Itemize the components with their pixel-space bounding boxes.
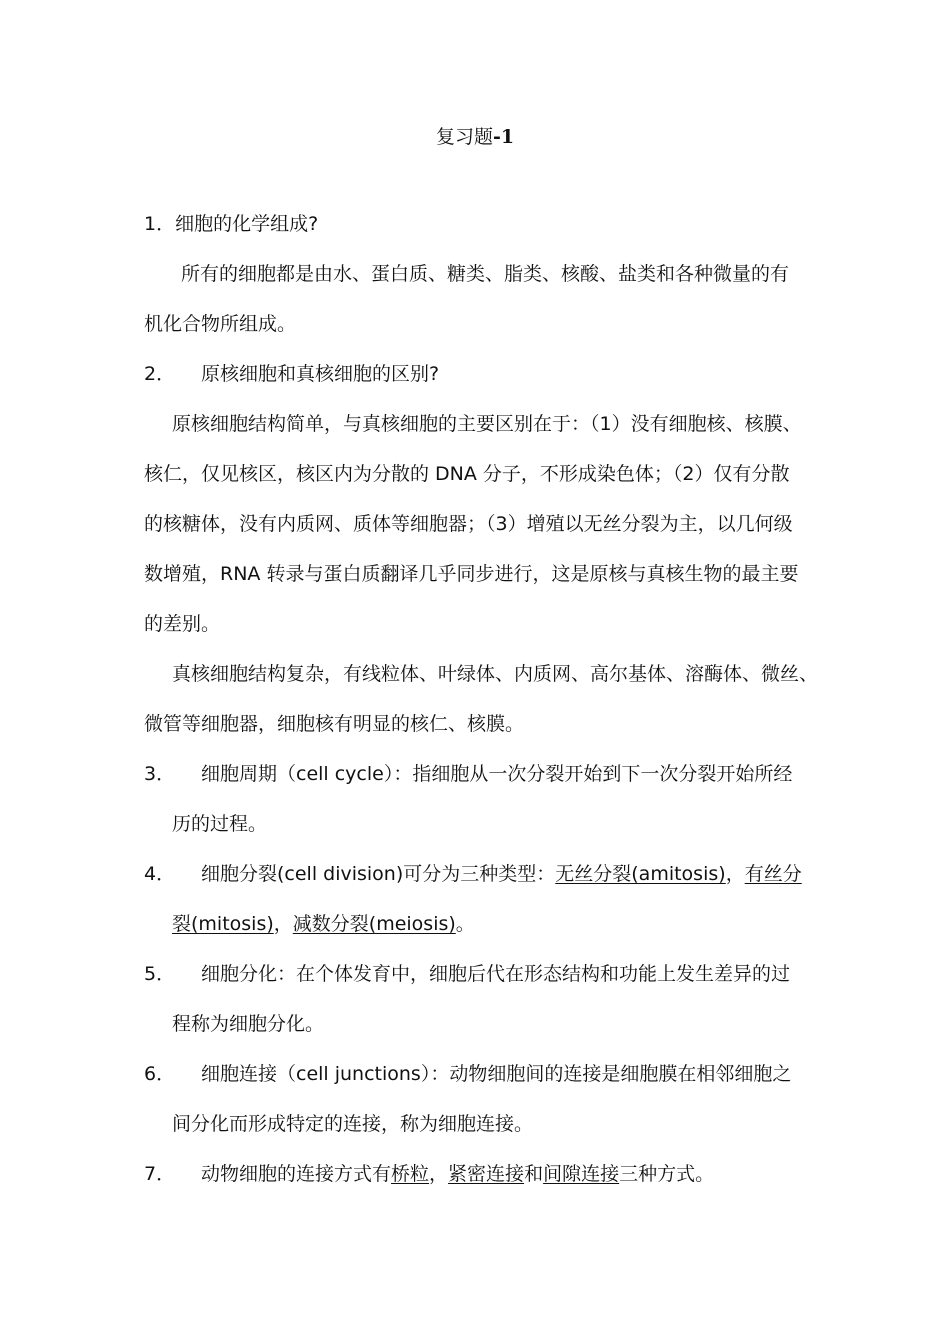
q7-tight-junction: 紧密连接 xyxy=(448,1163,525,1185)
q1-answer-line-1: 所有的细胞都是由水、蛋白质、糖类、脂类、核酸、盐类和各种微量的有 xyxy=(181,263,790,285)
title-suffix: -1 xyxy=(492,126,515,148)
q4-end: 。 xyxy=(455,913,475,935)
q7-number: 7． xyxy=(144,1163,176,1185)
q4-separator-2: ， xyxy=(273,913,293,935)
title-main: 复习题 xyxy=(435,126,493,148)
q7-text: 动物细胞的连接方式有 xyxy=(201,1163,392,1185)
q2-p1-line-3: 的核糖体，没有内质网、质体等细胞器；（3）增殖以无丝分裂为主，以几何级 xyxy=(144,513,793,535)
q4-number: 4． xyxy=(144,863,176,885)
q6-line-1 xyxy=(144,1059,791,1089)
q5-line-2: 程称为细胞分化。 xyxy=(172,1013,325,1035)
q5-number: 5． xyxy=(144,963,176,985)
q7-line xyxy=(144,1159,714,1189)
q7-gap-junction: 间隙连接 xyxy=(543,1163,620,1185)
q5-line-1 xyxy=(144,959,790,989)
q3-number: 3． xyxy=(144,763,176,785)
page-title xyxy=(0,124,950,150)
q4-text: 细胞分裂(cell division)可分为三种类型： xyxy=(201,863,556,885)
q2-p1-line-5: 的差别。 xyxy=(144,613,221,635)
q2-question-text: 原核细胞和真核细胞的区别? xyxy=(201,363,440,385)
q7-and: 和 xyxy=(524,1163,544,1185)
q7-desmosome: 桥粒 xyxy=(391,1163,430,1185)
q4-line-1 xyxy=(144,859,802,889)
q4-mitosis-part-1: 有丝分 xyxy=(744,863,802,885)
q6-number: 6． xyxy=(144,1063,176,1085)
q1-number: 1． xyxy=(144,213,176,235)
q4-amitosis: 无丝分裂(amitosis) xyxy=(555,863,726,885)
q2-p2-line-2: 微管等细胞器，细胞核有明显的核仁、核膜。 xyxy=(144,713,525,735)
q2-p1-line-1: 原核细胞结构简单，与真核细胞的主要区别在于：（1）没有细胞核、核膜、 xyxy=(172,413,802,435)
q1-question xyxy=(144,209,318,239)
q2-question xyxy=(144,359,439,389)
q2-p1-line-4: 数增殖，RNA 转录与蛋白质翻译几乎同步进行，这是原核与真核生物的最主要 xyxy=(144,563,799,585)
q2-number: 2． xyxy=(144,363,176,385)
q3-line-1 xyxy=(144,759,792,789)
q6-line-2: 间分化而形成特定的连接，称为细胞连接。 xyxy=(172,1113,534,1135)
q6-text-1: 细胞连接（cell junctions）：动物细胞间的连接是细胞膜在相邻细胞之 xyxy=(201,1063,792,1085)
q2-p1-line-2: 核仁，仅见核区，核区内为分散的 DNA 分子，不形成染色体；（2）仅有分散 xyxy=(144,463,790,485)
q4-meiosis: 减数分裂(meiosis) xyxy=(292,913,456,935)
q4-line-2 xyxy=(172,909,475,939)
q3-text-1: 细胞周期（cell cycle）：指细胞从一次分裂开始到下一次分裂开始所经 xyxy=(201,763,793,785)
q4-separator-1: ， xyxy=(725,863,745,885)
q2-p2-line-1: 真核细胞结构复杂，有线粒体、叶绿体、内质网、高尔基体、溶酶体、微丝、 xyxy=(172,663,819,685)
q7-end: 三种方式。 xyxy=(619,1163,715,1185)
q3-line-2: 历的过程。 xyxy=(172,813,268,835)
q4-mitosis-part-2: 裂(mitosis) xyxy=(172,913,274,935)
q7-separator: ， xyxy=(429,1163,449,1185)
q1-answer-line-2: 机化合物所组成。 xyxy=(144,313,297,335)
q1-question-text: 细胞的化学组成? xyxy=(175,213,319,235)
q5-text-1: 细胞分化：在个体发育中，细胞后代在形态结构和功能上发生差异的过 xyxy=(201,963,791,985)
